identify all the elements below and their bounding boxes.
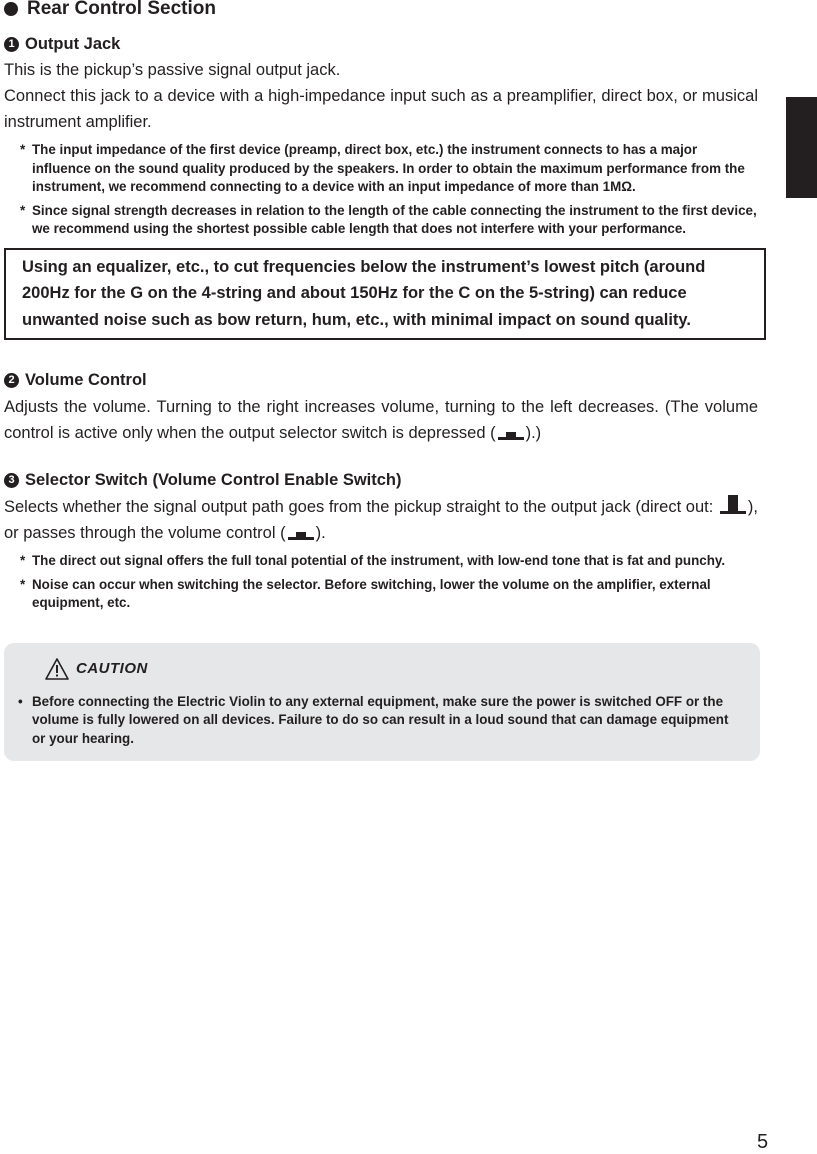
note-text: Since signal strength decreases in relation to the length of the cable connecting the instrument to the first device, we recommend using the shortest possible cable length that does not interfere with your performance.	[32, 202, 757, 236]
section-tab-marker	[786, 97, 817, 198]
number-3-icon: 3	[4, 473, 19, 488]
info-box-text: Using an equalizer, etc., to cut frequencies below the instrument’s lowest pitch (around 200Hz for the G on the 4-string and about 150Hz for the C on the 5-string) can reduce unwanted noise such as bow return, hum, etc., with minimal impact on sound quality.	[22, 257, 706, 329]
selector-switch-text-part2: ), or passes through the volume control (	[4, 498, 758, 542]
number-1-icon: 1	[4, 37, 19, 52]
caution-bullet: •	[18, 693, 23, 709]
note-text: The direct out signal offers the full tonal potential of the instrument, with low-end tone that is fat and punchy.	[32, 553, 726, 568]
volume-control-title: Volume Control	[25, 371, 147, 389]
caution-label: CAUTION	[76, 660, 148, 677]
number-2-icon: 2	[4, 373, 19, 388]
caution-text: Before connecting the Electric Violin to any external equipment, make sure the power is switched OFF or the volume is fully lowered on all devices. Failure to do so can result in a loud sound that can damage equipment or your hearing.	[32, 693, 729, 746]
volume-control-text-part2: ).)	[525, 424, 542, 442]
selector-switch-text-part1: Selects whether the signal output path goes from the pickup straight to the output jack (direct out:	[4, 498, 714, 516]
note-text: Noise can occur when switching the selector. Before switching, lower the volume on the amplifier, external equipment, etc.	[32, 576, 711, 610]
note-marker: *	[20, 576, 26, 592]
note-marker: *	[20, 553, 26, 568]
selector-switch-text	[4, 494, 758, 546]
output-jack-para1: This is the pickup’s passive signal output jack.	[4, 61, 341, 79]
output-jack-heading	[4, 34, 758, 54]
volume-control-text	[4, 394, 758, 446]
page-number: 5	[757, 1131, 769, 1153]
note-item	[4, 576, 758, 613]
note-marker: *	[20, 142, 26, 157]
section-heading	[4, 0, 758, 20]
output-jack-title: Output Jack	[25, 35, 121, 53]
selector-switch-text-part3: ).	[315, 524, 326, 542]
manual-page	[4, 0, 758, 761]
switch-raised-icon	[720, 500, 746, 514]
switch-depressed-icon	[498, 426, 524, 440]
note-item	[4, 141, 758, 197]
warning-triangle-icon	[44, 657, 70, 681]
selector-switch-heading	[4, 470, 758, 490]
note-marker: *	[20, 202, 26, 218]
caution-heading	[44, 657, 148, 681]
caution-box	[4, 643, 760, 761]
note-item	[4, 202, 758, 239]
bullet-icon	[4, 2, 18, 16]
section-heading-text: Rear Control Section	[27, 0, 216, 19]
note-text: The input impedance of the first device (preamp, direct box, etc.) the instrument connects to has a major influence on the sound quality produced by the speakers. In order to obtain the maximum performance from the instrument, we recommend connecting to a device with an input impedance of more than 1MΩ.	[32, 142, 745, 194]
volume-control-heading	[4, 370, 758, 390]
caution-item	[18, 693, 738, 749]
note-item	[4, 552, 758, 571]
output-jack-para2: Connect this jack to a device with a high-impedance input such as a preamplifier, direct box, or musical instrument amplifier.	[4, 87, 758, 131]
selector-switch-title: Selector Switch (Volume Control Enable Switch)	[25, 471, 402, 489]
volume-control-text-part1: Adjusts the volume. Turning to the right increases volume, turning to the left decreases. (The volume control is active only when the output selector switch is depressed (	[4, 398, 758, 442]
switch-depressed-icon	[288, 526, 314, 540]
info-box	[4, 248, 766, 341]
